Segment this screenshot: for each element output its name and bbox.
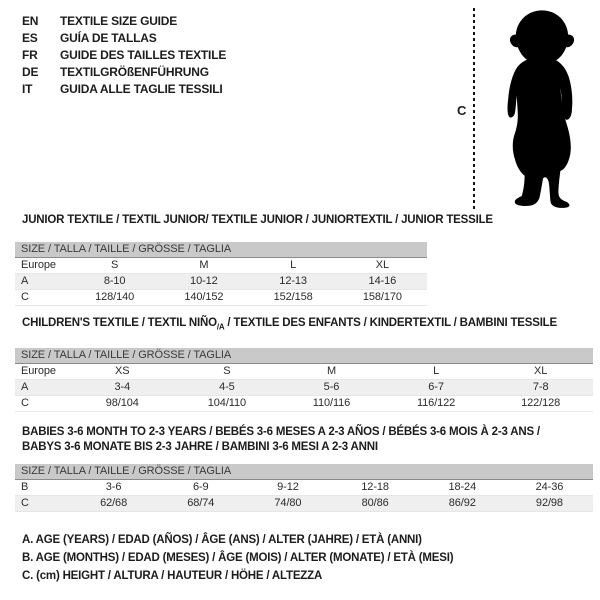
size-header-bar: SIZE / TALLA / TAILLE / GRÖSSE / TAGLIA [15,348,593,364]
title-text: JUNIOR TEXTILE / TEXTIL JUNIOR/ TEXTILE JUNIOR / JUNIORTEXTIL / JUNIOR TESSILE [22,214,493,226]
section-title [15,440,593,455]
footnote-line: C. (cm) HEIGHT / ALTURA / HAUTEUR / HÖHE / ALTEZZA [22,570,323,582]
language-list [22,13,226,98]
row-label: C [21,497,29,509]
row-label: Europe [21,365,56,378]
language-code: DE [22,65,39,79]
size-cell: 5-6 [323,381,340,394]
row-label: Europe [21,259,56,271]
language-title: GUÍA DE TALLAS [60,31,157,45]
title-text: BABYS 3-6 MONATE BIS 2-3 JAHRE / BAMBINI 3-6 MESI A 2-3 ANNI [22,441,378,453]
size-cell: 104/110 [207,397,247,410]
size-cell: S [111,259,119,271]
size-cell: 92/98 [535,497,563,509]
size-cell: 158/170 [362,291,402,303]
table-row [15,396,593,412]
size-cell: XL [375,259,389,271]
table-row [15,496,593,512]
size-cell: 86/92 [448,497,476,509]
size-table [15,348,593,412]
size-section [15,213,493,306]
size-cell: 68/74 [187,497,215,509]
row-label: B [21,481,29,493]
size-cell: 12-18 [361,481,389,493]
size-cell: 18-24 [448,481,477,493]
title-text: BABIES 3-6 MONTH TO 2-3 YEARS / BEBÉS 3-6 MESES A 2-3 AÑOS / BÉBÉS 3-6 MOIS À 2-3 ANS / [22,426,540,438]
size-cell: 74/80 [274,497,302,509]
footnote-line: A. AGE (YEARS) / EDAD (AÑOS) / ÂGE (ANS) / ALTER (JAHRE) / ETÀ (ANNI) [22,534,422,546]
size-cell: S [223,365,231,378]
size-section [15,316,593,412]
language-code: ES [22,31,38,45]
footnote-line: B. AGE (MONTHS) / EDAD (MESES) / ÂGE (MOIS) / ALTER (MONATE) / ETÀ (MESI) [22,552,454,564]
language-row [22,30,226,47]
section-title [15,316,593,334]
size-header-bar: SIZE / TALLA / TAILLE / GRÖSSE / TAGLIA [15,242,427,258]
table-row [15,258,427,274]
size-cell: 8-10 [103,275,126,287]
language-title: TEXTILE SIZE GUIDE [60,14,178,28]
size-cell: XL [534,365,548,378]
size-header-bar: SIZE / TALLA / TAILLE / GRÖSSE / TAGLIA [15,464,593,480]
footnotes [22,531,453,585]
language-code: IT [22,82,33,96]
height-measure-label: C [457,103,467,118]
row-label: C [21,291,29,303]
size-cell: 14-16 [368,275,397,287]
height-measure-line [473,8,475,209]
table-row [15,364,593,380]
table-row [15,290,427,306]
size-cell: 12-13 [279,275,307,287]
title-subscript: /A [216,322,225,332]
language-title: GUIDA ALLE TAGLIE TESSILI [60,82,223,96]
size-cell: 110/116 [312,397,351,410]
size-cell: XS [115,365,130,378]
size-cell: L [290,259,297,271]
size-cell: 80/86 [361,497,389,509]
row-label: C [21,397,29,410]
table-row [15,480,593,496]
size-cell: 6-9 [192,481,209,493]
size-cell: 24-36 [535,481,564,493]
size-cell: 3-6 [105,481,122,493]
size-figure [440,0,600,218]
size-section [15,425,593,512]
language-title: TEXTILGRÖßENFÜHRUNG [60,65,209,79]
size-cell: L [433,365,440,378]
size-cell: 122/128 [521,397,561,410]
section-title [15,213,493,228]
size-cell: 10-12 [190,275,218,287]
size-cell: 4-5 [219,381,235,394]
language-code: FR [22,48,38,62]
size-cell: 98/104 [105,397,139,410]
table-row [15,380,593,396]
size-cell: M [326,365,337,378]
size-cell: 3-4 [114,381,131,394]
size-cell: 6-7 [428,381,444,394]
language-row [22,13,226,30]
size-cell: 9-12 [277,481,299,493]
size-cell: 7-8 [532,381,549,394]
title-text: / TEXTILE DES ENFANTS / KINDERTEXTIL / BAMBINI TESSILE [224,317,557,329]
language-title: GUIDE DES TAILLES TEXTILE [60,48,227,62]
language-row [22,47,226,64]
size-cell: 128/140 [95,291,135,303]
table-row [15,274,427,290]
size-table [15,242,427,306]
size-cell: 116/122 [416,397,456,410]
language-row [22,81,226,98]
language-code: EN [22,14,39,28]
size-cell: 152/158 [273,291,313,303]
size-cell: 62/68 [100,497,128,509]
baby-silhouette-icon [484,4,600,212]
row-label: A [21,275,29,287]
section-title [15,425,593,440]
language-row [22,64,226,81]
size-cell: M [199,259,209,271]
size-cell: 140/152 [184,291,224,303]
title-text: CHILDREN'S TEXTILE / TEXTIL NIÑO [22,317,217,329]
row-label: A [21,381,29,394]
size-table [15,464,593,512]
